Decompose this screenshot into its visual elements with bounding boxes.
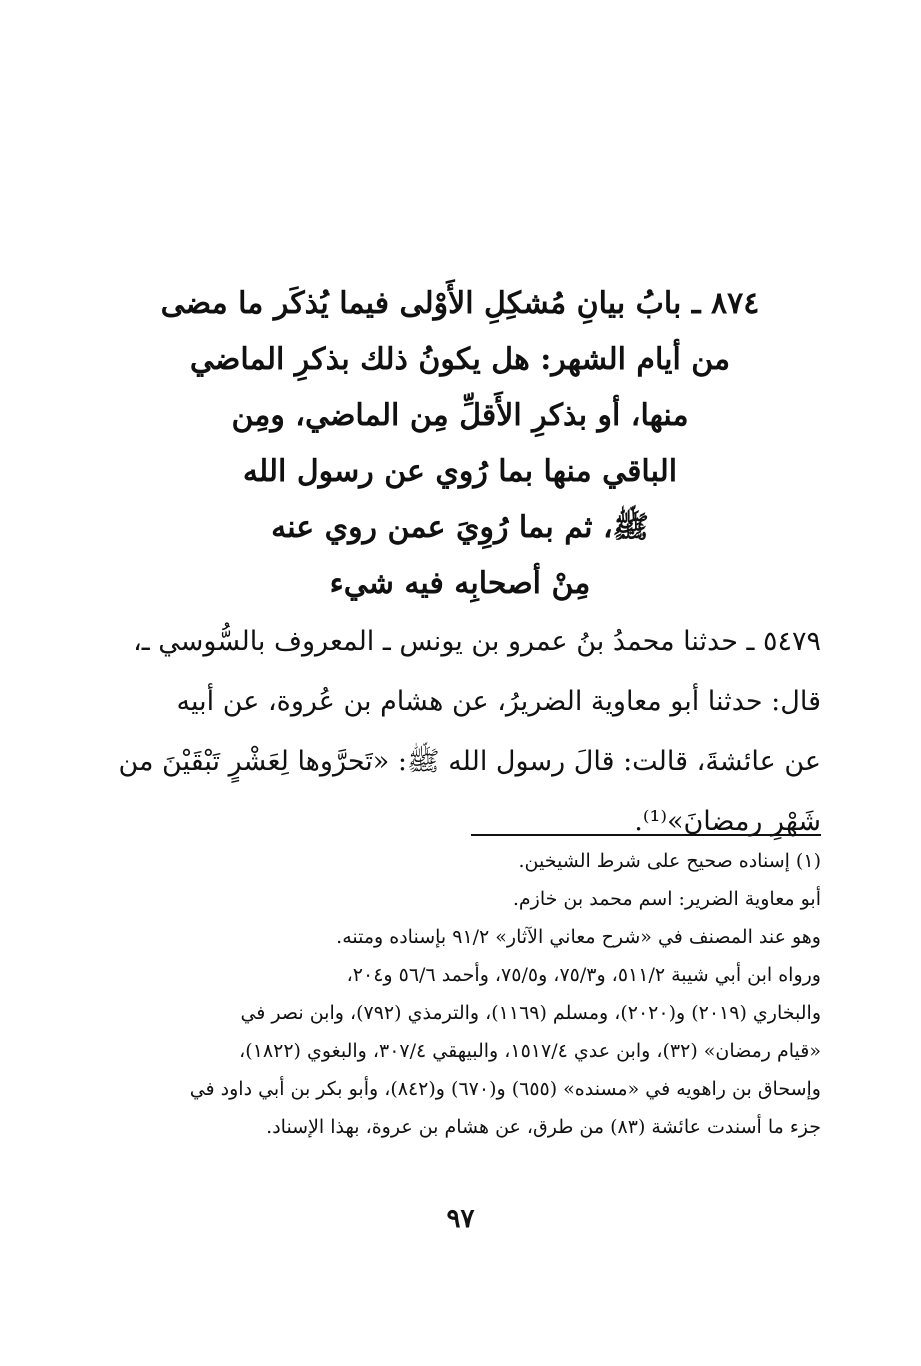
chapter-heading-line: مِنْ أصحابِه فيه شيء <box>329 566 591 601</box>
chapter-heading-line: ﷺ، ثم بما رُوِيَ عمن روي عنه <box>271 510 649 545</box>
hadith-line: ٥٤٧٩ ـ حدثنا محمدُ بنُ عمرو بن يونس ـ المعروف بالسُّوسي ـ، <box>133 626 821 657</box>
hadith-line: قال: حدثنا أبو معاوية الضريرُ، عن هشام بن عُروة، عن أبيه <box>176 686 821 717</box>
chapter-heading <box>150 276 770 612</box>
footnote-line: وهو عند المصنف في «شرح معاني الآثار» ٩١/٢ بإسناده ومتنه. <box>336 926 821 948</box>
footnote-line: والبخاري (٢٠١٩) و(٢٠٢٠)، ومسلم (١١٦٩)، والترمذي (٧٩٢)، وابن نصر في <box>240 1002 821 1024</box>
footnote-line: (١) إسناده صحيح على شرط الشيخين. <box>518 850 821 872</box>
footnote-separator <box>471 834 821 836</box>
chapter-heading-line: الباقي منها بما رُوي عن رسول الله <box>242 454 678 489</box>
hadith-text <box>118 612 821 852</box>
footnote-line: وإسحاق بن راهويه في «مسنده» (٦٥٥) و(٦٧٠) و(٨٤٢)، وأبو بكر بن أبي داود في <box>189 1078 821 1100</box>
chapter-heading-line: ٨٧٤ ـ بابُ بيانِ مُشكِلِ الأَوْلى فيما يُذكَر ما مضى <box>160 286 760 321</box>
page-number: ٩٧ <box>446 1204 475 1234</box>
chapter-heading-line: منها، أو بذكرِ الأَقلِّ مِن الماضي، ومِن <box>231 398 689 433</box>
chapter-heading-line: من أيام الشهر: هل يكونُ ذلك بذكرِ الماضي <box>189 342 731 377</box>
hadith-line: عن عائشةَ، قالت: قالَ رسول الله ﷺ: «تَحرَّوها لِعَشْرٍ تَبْقَيْنَ من <box>118 746 821 777</box>
footnote-line: «قيام رمضان» (٣٢)، وابن عدي ١٥١٧/٤، والبيهقي ٣٠٧/٤، والبغوي (١٨٢٢)، <box>239 1040 821 1062</box>
footnotes <box>121 842 821 1146</box>
footnote-line: جزء ما أسندت عائشة (٨٣) من طرق، عن هشام بن عروة، بهذا الإسناد. <box>266 1116 821 1138</box>
footnote-line: ورواه ابن أبي شيبة ٥١١/٢، و٧٥/٣، و٧٥/٥، وأحمد ٥٦/٦ و٢٠٤، <box>346 964 821 986</box>
hadith-line: شَهْرِ رمضانَ»⁽¹⁾. <box>634 806 821 837</box>
footnote-line: أبو معاوية الضرير: اسم محمد بن خازم. <box>512 888 821 910</box>
